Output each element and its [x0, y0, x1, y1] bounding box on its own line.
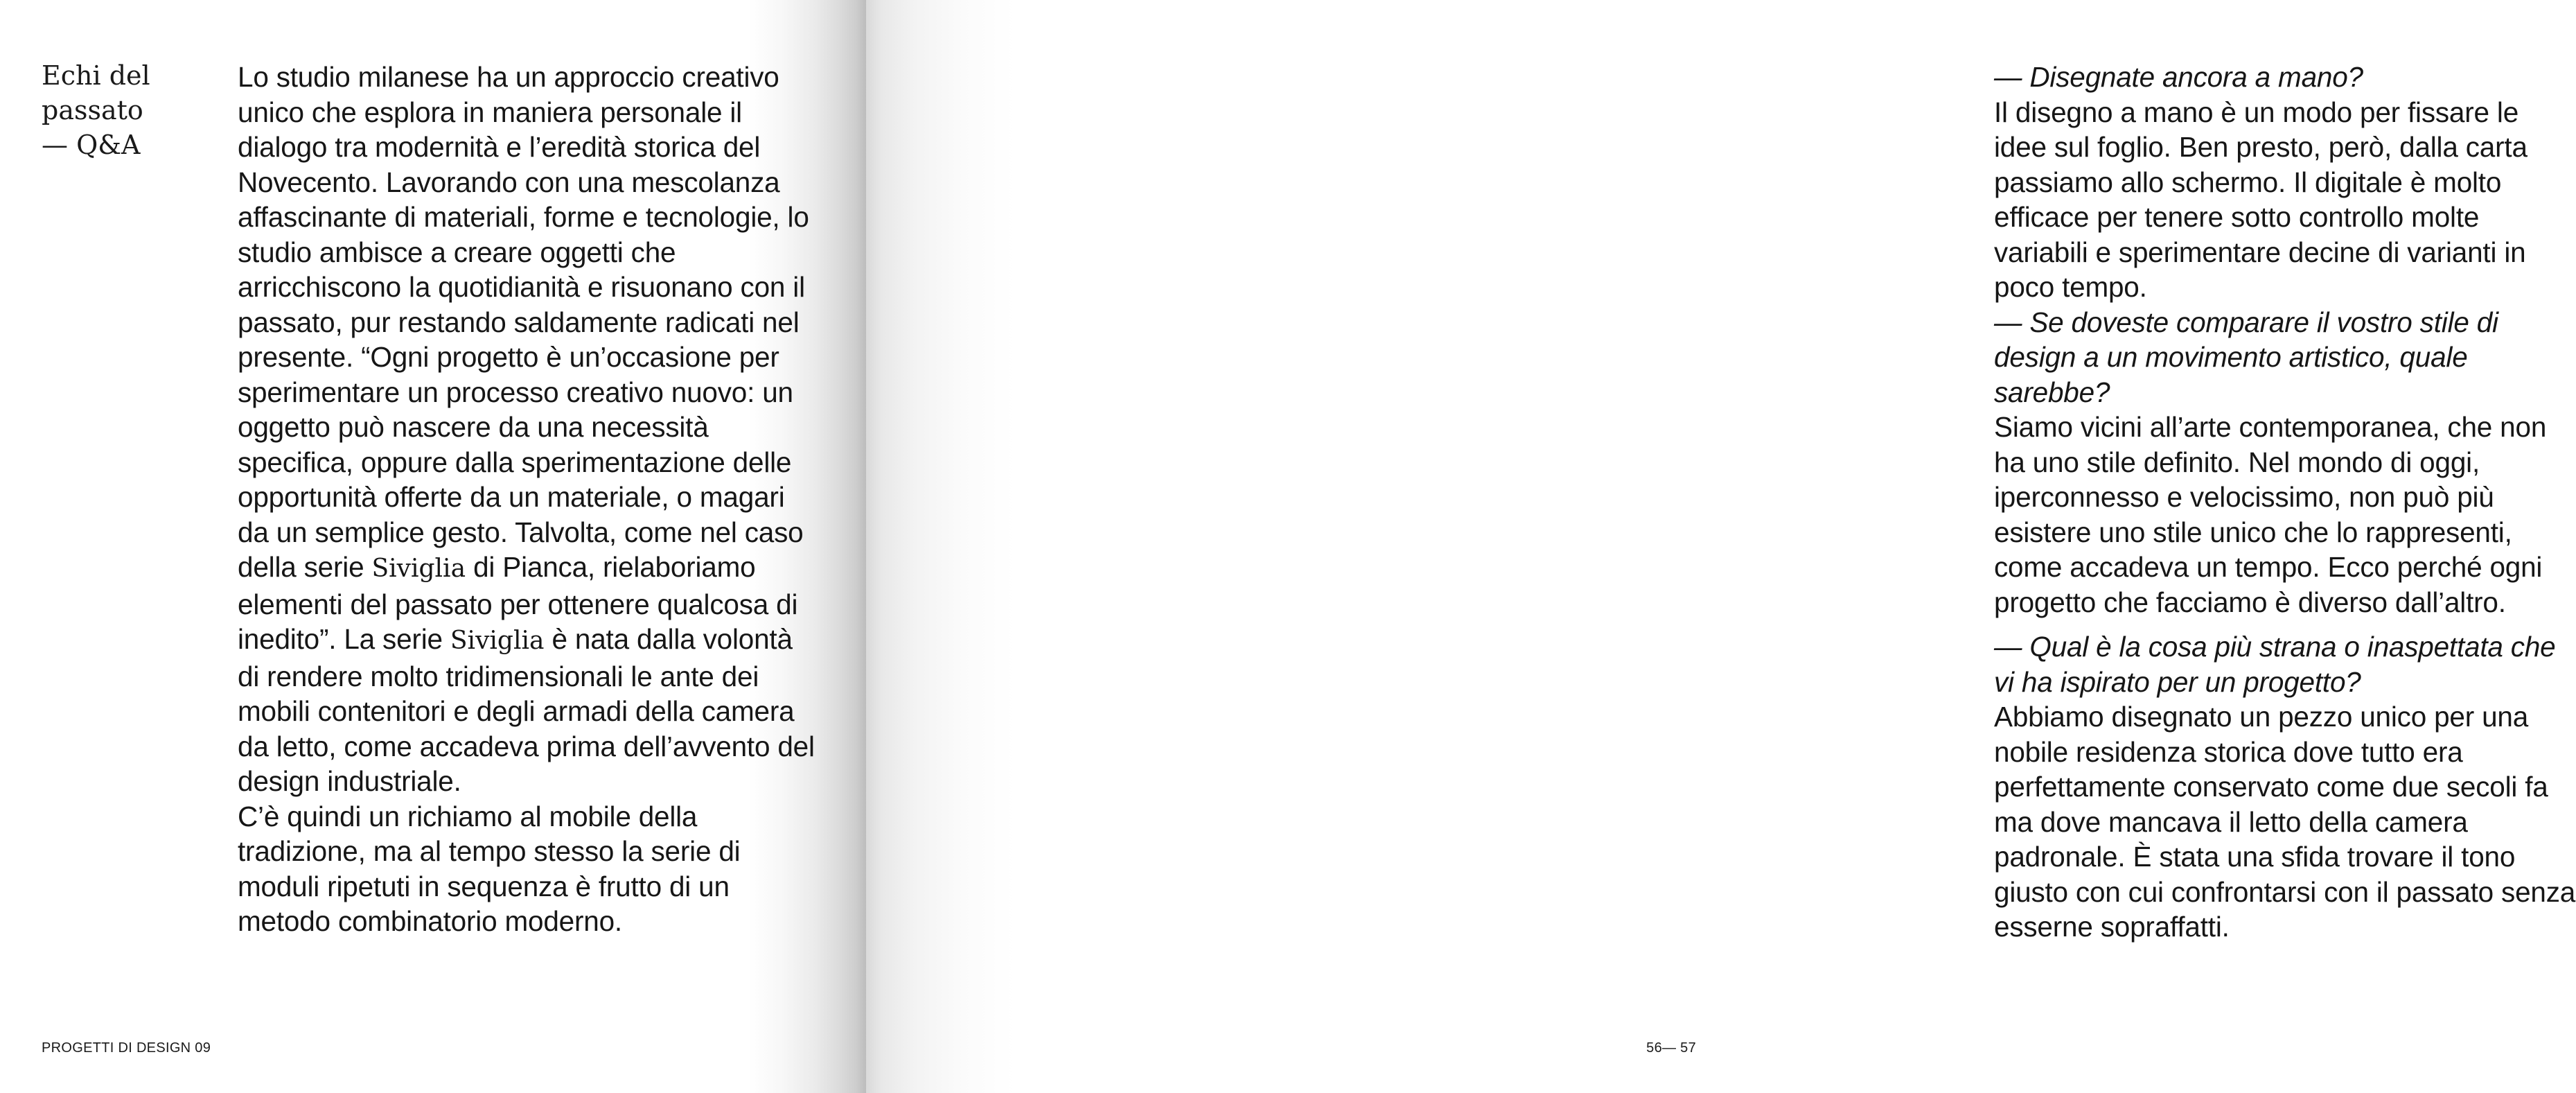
left-page — [0, 0, 866, 1093]
page-numbers-folio: 56— 57 — [1646, 1040, 1696, 1056]
qa-answer: Siamo vicini all’arte contemporanea, che non ha uno stile definito. Nel mondo di oggi, iperconnesso e velocissimo, non può più esistere uno stile unico che lo rappresenti, come accadeva un tempo. Ecco perché ogni progetto che facciamo è diverso dall’altro. — [1994, 411, 2547, 618]
section-title-line: Echi del — [42, 60, 150, 91]
intro-paragraph — [238, 60, 820, 799]
section-title-line: — Q&A — [42, 130, 141, 160]
section-title-line: passato — [42, 95, 143, 125]
closing-paragraph: C’è quindi un richiamo al mobile della tradizione, ma al tempo stesso la serie di moduli ripetuti in sequenza è frutto di un metodo combinatorio moderno. — [238, 800, 741, 937]
qa-body-text — [1994, 60, 2576, 945]
intro-text-part: è nata dalla volontà di rendere molto tridimensionali le ante dei mobili contenitori e degli armadi della camera da letto, come accadeva prima dell’avvento del design industriale. — [238, 623, 815, 797]
qa-question: — Se doveste comparare il vostro stile di design a un movimento artistico, quale sarebbe? — [1994, 306, 2498, 408]
qa-question: — Disegnate ancora a mano? — [1994, 61, 2363, 93]
section-title — [42, 58, 222, 162]
series-name: Siviglia — [371, 554, 466, 583]
magazine-title-folio: PROGETTI DI DESIGN 09 — [42, 1040, 211, 1056]
qa-question: — Qual è la cosa più strana o inaspettata che vi ha ispirato per un progetto? — [1994, 631, 2556, 698]
right-page — [866, 0, 2576, 1093]
qa-answer: Abbiamo disegnato un pezzo unico per una nobile residenza storica dove tutto era perfettamente conservato come due secoli fa ma dove mancava il letto della camera padronale. È stata una sfida trovare il tono giusto con cui confrontarsi con il passato senza esserne sopraffatti. — [1994, 701, 2576, 943]
intro-body-text — [238, 60, 820, 939]
intro-text-part: Lo studio milanese ha un approccio creativo unico che esplora in maniera personale il dialogo tra modernità e l’eredità storica del Novecento. Lavorando con una mescolanza affascinante di materiali, forme e tecnologie, lo studio ambisce a creare oggetti che arricchiscono la quotidianità e risuonano con il passato, pur restando saldamente radicati nel presente. “Ogni progetto è un’occasione per sperimentare un processo creativo nuovo: un oggetto può nascere da una necessità specifica, oppure dalla sperimentazione delle opportunità offerte da un materiale, o magari da un semplice gesto. Talvolta, come nel caso della serie — [238, 61, 809, 583]
intro-text-part: di Pianca, rielaboriamo elementi del passato per ottenere qualcosa di inedito”. La serie — [238, 551, 798, 655]
qa-answer: Il disegno a mano è un modo per fissare le idee sul foglio. Ben presto, però, dalla carta passiamo allo schermo. Il digitale è molto efficace per tenere sotto controllo molte variabili e sperimentare decine di varianti in poco tempo. — [1994, 96, 2528, 303]
series-name: Siviglia — [450, 627, 545, 655]
